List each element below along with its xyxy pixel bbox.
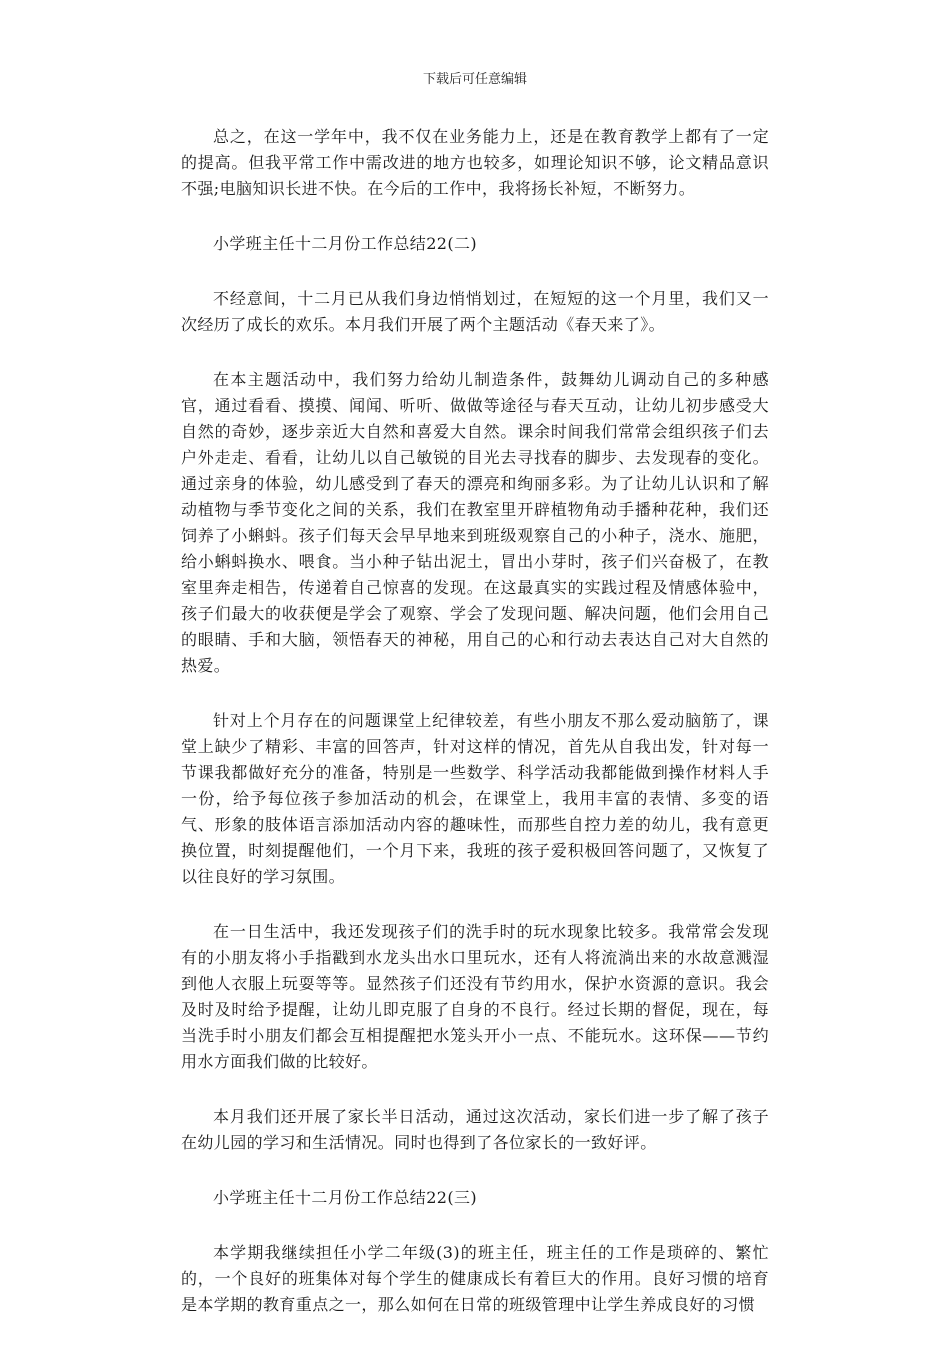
paragraph-classroom-discipline: 针对上个月存在的问题课堂上纪律较差，有些小朋友不那么爱动脑筋了，课堂上缺少了精彩、丰富的回答声，针对这样的情况，首先从自我出发，针对每一节课我都做好充分的准备，特别是一些数学、科学活动我都能做到操作材料人手一份，给予每位孩子参加活动的机会，在课堂上，我用丰富的表情、多变的语气、形象的肢体语言添加活动内容的趣味性，而那些自控力差的幼儿，我有意更换位置，时刻提醒他们，一个月下来，我班的孩子爱积极回答问题了，又恢复了以往良好的学习氛围。	[181, 711, 769, 886]
paragraph-intro-december: 不经意间，十二月已从我们身边悄悄划过，在短短的这一个月里，我们又一次经历了成长的欢乐。本月我们开展了两个主题活动《春天来了》。	[181, 289, 769, 334]
document-body	[181, 124, 769, 1347]
section-title-3: 小学班主任十二月份工作总结22(三)	[213, 1188, 478, 1207]
paragraph-water-saving: 在一日生活中，我还发现孩子们的洗手时的玩水现象比较多。我常常会发现有的小朋友将小手指戳到水龙头出水口里玩水，还有人将流淌出来的水故意溅湿到他人衣服上玩耍等等。显然孩子们还没有节约用水，保护水资源的意识。我会及时及时给予提醒，让幼儿即克服了自身的不良行。经过长期的督促，现在，每当洗手时小朋友们都会互相提醒把水笼头开小一点、不能玩水。这环保——节约用水方面我们做的比较好。	[181, 922, 769, 1071]
paragraph-conclusion: 总之，在这一学年中，我不仅在业务能力上，还是在教育教学上都有了一定的提高。但我平常工作中需改进的地方也较多，如理论知识不够，论文精品意识不强;电脑知识长进不快。在今后的工作中，我将扬长补短，不断努力。	[181, 127, 769, 198]
section-title-2: 小学班主任十二月份工作总结22(二)	[213, 234, 478, 253]
paragraph-parent-activity: 本月我们还开展了家长半日活动，通过这次活动，家长们进一步了解了孩子在幼儿园的学习和生活情况。同时也得到了各位家长的一致好评。	[181, 1107, 769, 1152]
paragraph-class-teacher: 本学期我继续担任小学二年级(3)的班主任，班主任的工作是琐碎的、繁忙的，一个良好的班集体对每个学生的健康成长有着巨大的作用。良好习惯的培育是本学期的教育重点之一，那么如何在日常的班级管理中让学生养成良好的习惯	[181, 1243, 769, 1314]
paragraph-spring-activity: 在本主题活动中，我们努力给幼儿制造条件，鼓舞幼儿调动自己的多种感官，通过看看、摸摸、闻闻、听听、做做等途径与春天互动，让幼儿初步感受大自然的奇妙，逐步亲近大自然和喜爱大自然。课余时间我们常常会组织孩子们去户外走走、看看，让幼儿以自己敏锐的目光去寻找春的脚步、去发现春的变化。通过亲身的体验，幼儿感受到了春天的漂亮和绚丽多彩。为了让幼儿认识和了解动植物与季节变化之间的关系，我们在教室里开辟植物角动手播种花种，我们还饲养了小蝌蚪。孩子们每天会早早地来到班级观察自己的小种子，浇水、施肥，给小蝌蚪换水、喂食。当小种子钻出泥土，冒出小芽时，孩子们兴奋极了，在教室里奔走相告，传递着自己惊喜的发现。在这最真实的实践过程及情感体验中，孩子们最大的收获便是学会了观察、学会了发现问题、解决问题，他们会用自己的眼睛、手和大脑，领悟春天的神秘，用自己的心和行动去表达自己对大自然的热爱。	[181, 370, 769, 675]
page-header: 下载后可任意编辑	[422, 72, 527, 87]
